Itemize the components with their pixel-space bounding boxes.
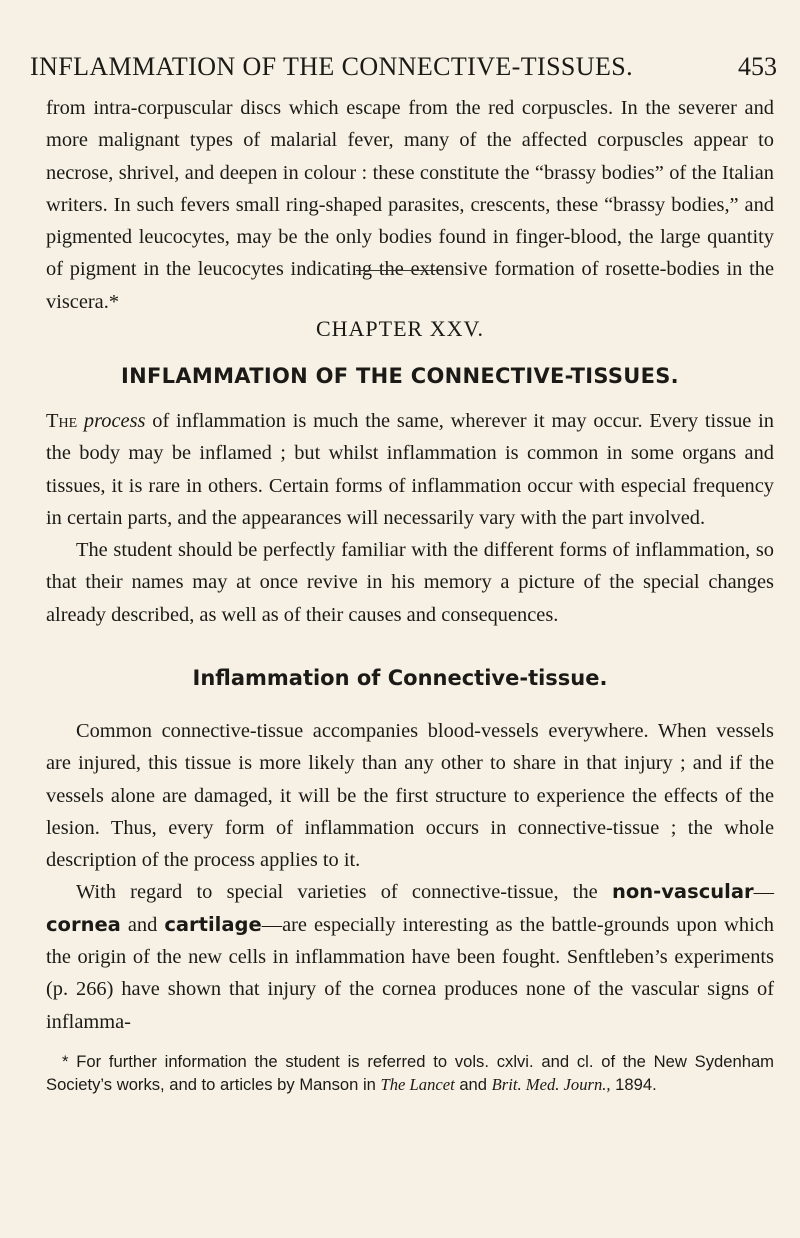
- footnote: [46, 1051, 774, 1096]
- section-heading: INFLAMMATION OF THE CONNECTIVE-TISSUES.: [121, 364, 679, 388]
- dash: —: [753, 881, 774, 904]
- chapter-heading: CHAPTER XXV.: [315, 316, 485, 341]
- chapter-intro: [46, 405, 774, 631]
- running-head: [0, 52, 800, 88]
- term-cartilage: cartilage: [164, 912, 262, 936]
- paragraph-connective-tissue: Common connective-tissue accompanies blood-vessels everywhere. When vessels are injured, this tissue is more likely than any other to share in that injury ; and if the vessels alone are damaged, it will be the first structure to experience the effects of the lesion. Thus, every form of inflammation occurs in connective-tissue ; the whole description of the process applies to it.: [46, 720, 774, 872]
- word-and: and: [127, 913, 158, 936]
- section-divider: [356, 270, 444, 271]
- footnote-and: and: [459, 1074, 488, 1094]
- varieties-part-2: —are especially interesting as the battle-grounds upon which the origin of the new cells in inflammation have been fought. Senftleben’s experiments (p. 266) have shown that injury of the cornea produces none of the vascular signs of inflamma-: [46, 913, 774, 1033]
- term-cornea: cornea: [46, 912, 121, 936]
- paragraph-malarial-bodies: from intra-corpuscular discs which escape from the red corpuscles. In the severer and more malignant types of malarial fever, many of the affected corpuscles appear to necrose, shrivel, and deepen in colour : these constitute the “brassy bodies” of the Italian writers. In such fevers small ring-shaped parasites, crescents, these “brassy bodies,” and pigmented leucocytes, may be the only bodies found in finger-blood, the large quantity of pigment in the leucocytes indicating the extensive formation of rosette-bodies in the viscera.*: [46, 97, 774, 313]
- footnote-journal-lancet: The Lancet: [380, 1074, 455, 1094]
- term-non-vascular: non-vascular: [611, 880, 754, 904]
- paragraph-student: The student should be perfectly familiar with the different forms of inflammation, so that their names may at once revive in his memory a picture of the special changes already described, as well as of their causes and consequences.: [46, 539, 774, 626]
- page-number: 453: [738, 52, 777, 81]
- connective-tissue-text: [46, 715, 774, 1038]
- subsection-heading: Inflammation of Connective-tissue.: [192, 666, 608, 690]
- footnote-text-1: * For further information the student is referred to vols. cxlvi. and cl. of the New Sydenham Society’s works, and to articles by Manson in: [46, 1052, 774, 1094]
- footnote-journal-bmj: Brit. Med. Journ.,: [491, 1074, 611, 1094]
- running-head-title: INFLAMMATION OF THE CONNECTIVE-TISSUES.: [30, 52, 634, 81]
- paragraph-process-rest: of inflammation is much the same, wherever it may occur. Every tissue in the body may be inflamed ; but whilst inflammation is common in some organs and tissues, it is rare in others. Certain forms of inflammation occur with especial frequency in certain parts, and the appearances will necessarily vary with the part involved.: [46, 410, 774, 529]
- lead-italic: process: [83, 410, 146, 432]
- varieties-part-1: With regard to special varieties of connective-tissue, the: [76, 881, 598, 904]
- footnote-year: 1894.: [615, 1074, 657, 1094]
- paragraph-process: [46, 405, 774, 534]
- lead-word: The: [46, 410, 78, 432]
- paragraph-special-varieties: [46, 876, 774, 1037]
